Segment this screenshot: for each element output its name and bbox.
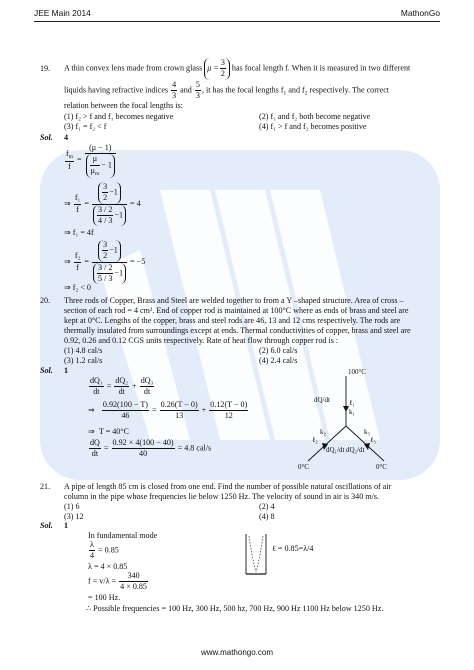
question-text: column in the pipe whose frequencies lie below 1250 Hz. The velocity of sound in air is 340 m/s.: [64, 492, 379, 501]
y-rod-diagram: [296, 366, 396, 476]
option-2: (2) 6.0 cal/s: [259, 346, 298, 355]
solution-equation: $\frac{dQ}{dt}$ = $\frac{0.92 \times 4(100 - 40)}{40}$ = 4.8 cal/s: [90, 438, 212, 459]
question-text: kept at 0°C. Lengths of the copper, brass and steel rods are 46, 13 and 12 cms respectively. The rods are: [64, 316, 401, 325]
question-text: A pipe of length 85 cm is closed from one end. Find the number of possible natural oscillations of air: [64, 482, 392, 491]
option-4: (4) 8: [259, 512, 275, 521]
solution-equation: f = v/λ = $\frac{340}{4 \times 0.85}$: [88, 571, 147, 592]
solution-equation: λ = 4 × 0.85: [88, 562, 128, 571]
question-text: liquids having refractive indices $\frac{4}{3}$ and $\frac{5}{3}$ , it has the focal lengths $f_1$ and $f_2$ respectively. The correct: [64, 80, 390, 101]
length-label: ℓ₃: [370, 436, 376, 444]
heat-flow-label: dQ/dt: [314, 396, 330, 404]
option-3: (3) f₁ = f₂ < f: [64, 122, 107, 131]
option-1: (1) 6: [64, 502, 80, 511]
closed-pipe-diagram: [240, 530, 350, 580]
option-3: (3) 1.2 cal/s: [64, 356, 103, 365]
brand-name: MathonGo: [400, 8, 440, 18]
question-text: 0.92, 0.26 and 0.12 CGS units respectively. Rate of heat flow through copper rod is :: [64, 336, 339, 345]
answer: 4: [64, 133, 69, 142]
conductivity-label: k₂: [320, 428, 326, 436]
solution-equation: $\frac{f_m}{f}$ = (μ − 1) $\frac{\mu}{\mu_m}$ − 1: [64, 143, 117, 178]
option-2: (2) 4: [259, 502, 275, 511]
temp-top: 100°C: [348, 368, 366, 376]
question-text: section of each rod = 4 cm². End of copper rod is maintained at 100°C where as ends of brass and steel are: [64, 306, 409, 315]
options: [64, 112, 424, 134]
solution-step: In fundamental mode: [88, 531, 158, 540]
pipe-length-label: ℓ = 0.85=λ/4: [272, 544, 314, 553]
solution-step: ⇒ f₂ < 0: [64, 283, 91, 292]
header-rule: [34, 21, 440, 22]
temp-bottom-left: 0°C: [298, 463, 309, 471]
question-number: 19.: [40, 64, 51, 73]
footer-url: www.mathongo.com: [200, 647, 274, 657]
heat-flow-label: dQ₂/dt: [346, 446, 365, 454]
solution-equation: $\frac{\text{dQ₁}}{dt}$ = $\frac{\text{dQ₂}}{dt}$ + $\frac{\text{dQ₃}}{dt}$: [90, 376, 154, 397]
option-4: (4) f₁ > f and f₂ becomes positive: [259, 122, 367, 131]
page-header: [34, 8, 440, 22]
question-text: thermally insulated from surroundings except at ends. Thermal conductivities of copper, brass and steel are: [64, 326, 411, 335]
solution-equation: ⇒ $\frac{\text{f₂}}{f}$ = $\frac{3}{2}$ −1 $\frac{3 / 2}{5 / 3}$ −1 = −5: [64, 240, 146, 284]
heat-flow-label: dQ₁/dt: [326, 446, 345, 454]
solution-conclusion: ∴ Possible frequencies = 100 Hz, 300 Hz, 500 hz, 700 Hz, 900 Hz 1100 Hz below 1250 Hz.: [86, 604, 384, 613]
solution-equation: ⇒ $\frac{0.92(100 - T)}{46}$ = $\frac{0.26(T - 0)}{13}$ + $\frac{0.12(T - 0)}{12}$: [88, 400, 248, 421]
question-text: relation between the focal lengths is:: [64, 101, 183, 110]
solution-equation: ⇒ $\frac{\text{f₁}}{f}$ = $\frac{3}{2}$ −1 $\frac{3 / 2}{4 / 3}$ −1 = 4: [64, 182, 141, 226]
temp-bottom-right: 0°C: [376, 463, 387, 471]
length-label: ℓ₂: [312, 436, 318, 444]
option-4: (4) 2.4 cal/s: [259, 356, 298, 365]
solution-label: Sol.: [40, 521, 53, 530]
exam-title: JEE Main 2014: [34, 8, 91, 18]
solution-equation: ⇒ T = 40°C: [88, 427, 129, 436]
question-number: 20.: [40, 296, 51, 305]
answer: 1: [64, 366, 69, 375]
option-1: (1) f₂ > f and f₁ becomes negative: [64, 112, 174, 121]
solution-label: Sol.: [40, 366, 53, 375]
question-text: A thin convex lens made from crown glass μ = $\frac{3}{2}$ has focal length f. When it is measured in two different: [64, 58, 411, 79]
question-text: Three rods of Copper, Brass and Steel are welded together to from a Y –shaped structure. Area of cross –: [64, 296, 404, 305]
conductivity-label: k₃: [364, 428, 370, 436]
solution-equation: = 100 Hz.: [88, 593, 121, 602]
solution-step: ⇒ f₁ = 4f: [64, 228, 94, 237]
option-2: (2) f₁ and f₂ both become negative: [259, 112, 371, 121]
length-label: ℓ₁: [349, 399, 355, 407]
answer: 1: [64, 521, 69, 530]
question-number: 21.: [40, 482, 51, 491]
options: [64, 502, 424, 524]
solution-label: Sol.: [40, 133, 53, 142]
conductivity-label: k₁: [349, 408, 355, 416]
solution-equation: $\frac{\lambda}{4}$ = 0.85: [90, 540, 119, 561]
option-3: (3) 12: [64, 512, 84, 521]
options: [64, 346, 424, 368]
option-1: (1) 4.8 cal/s: [64, 346, 103, 355]
